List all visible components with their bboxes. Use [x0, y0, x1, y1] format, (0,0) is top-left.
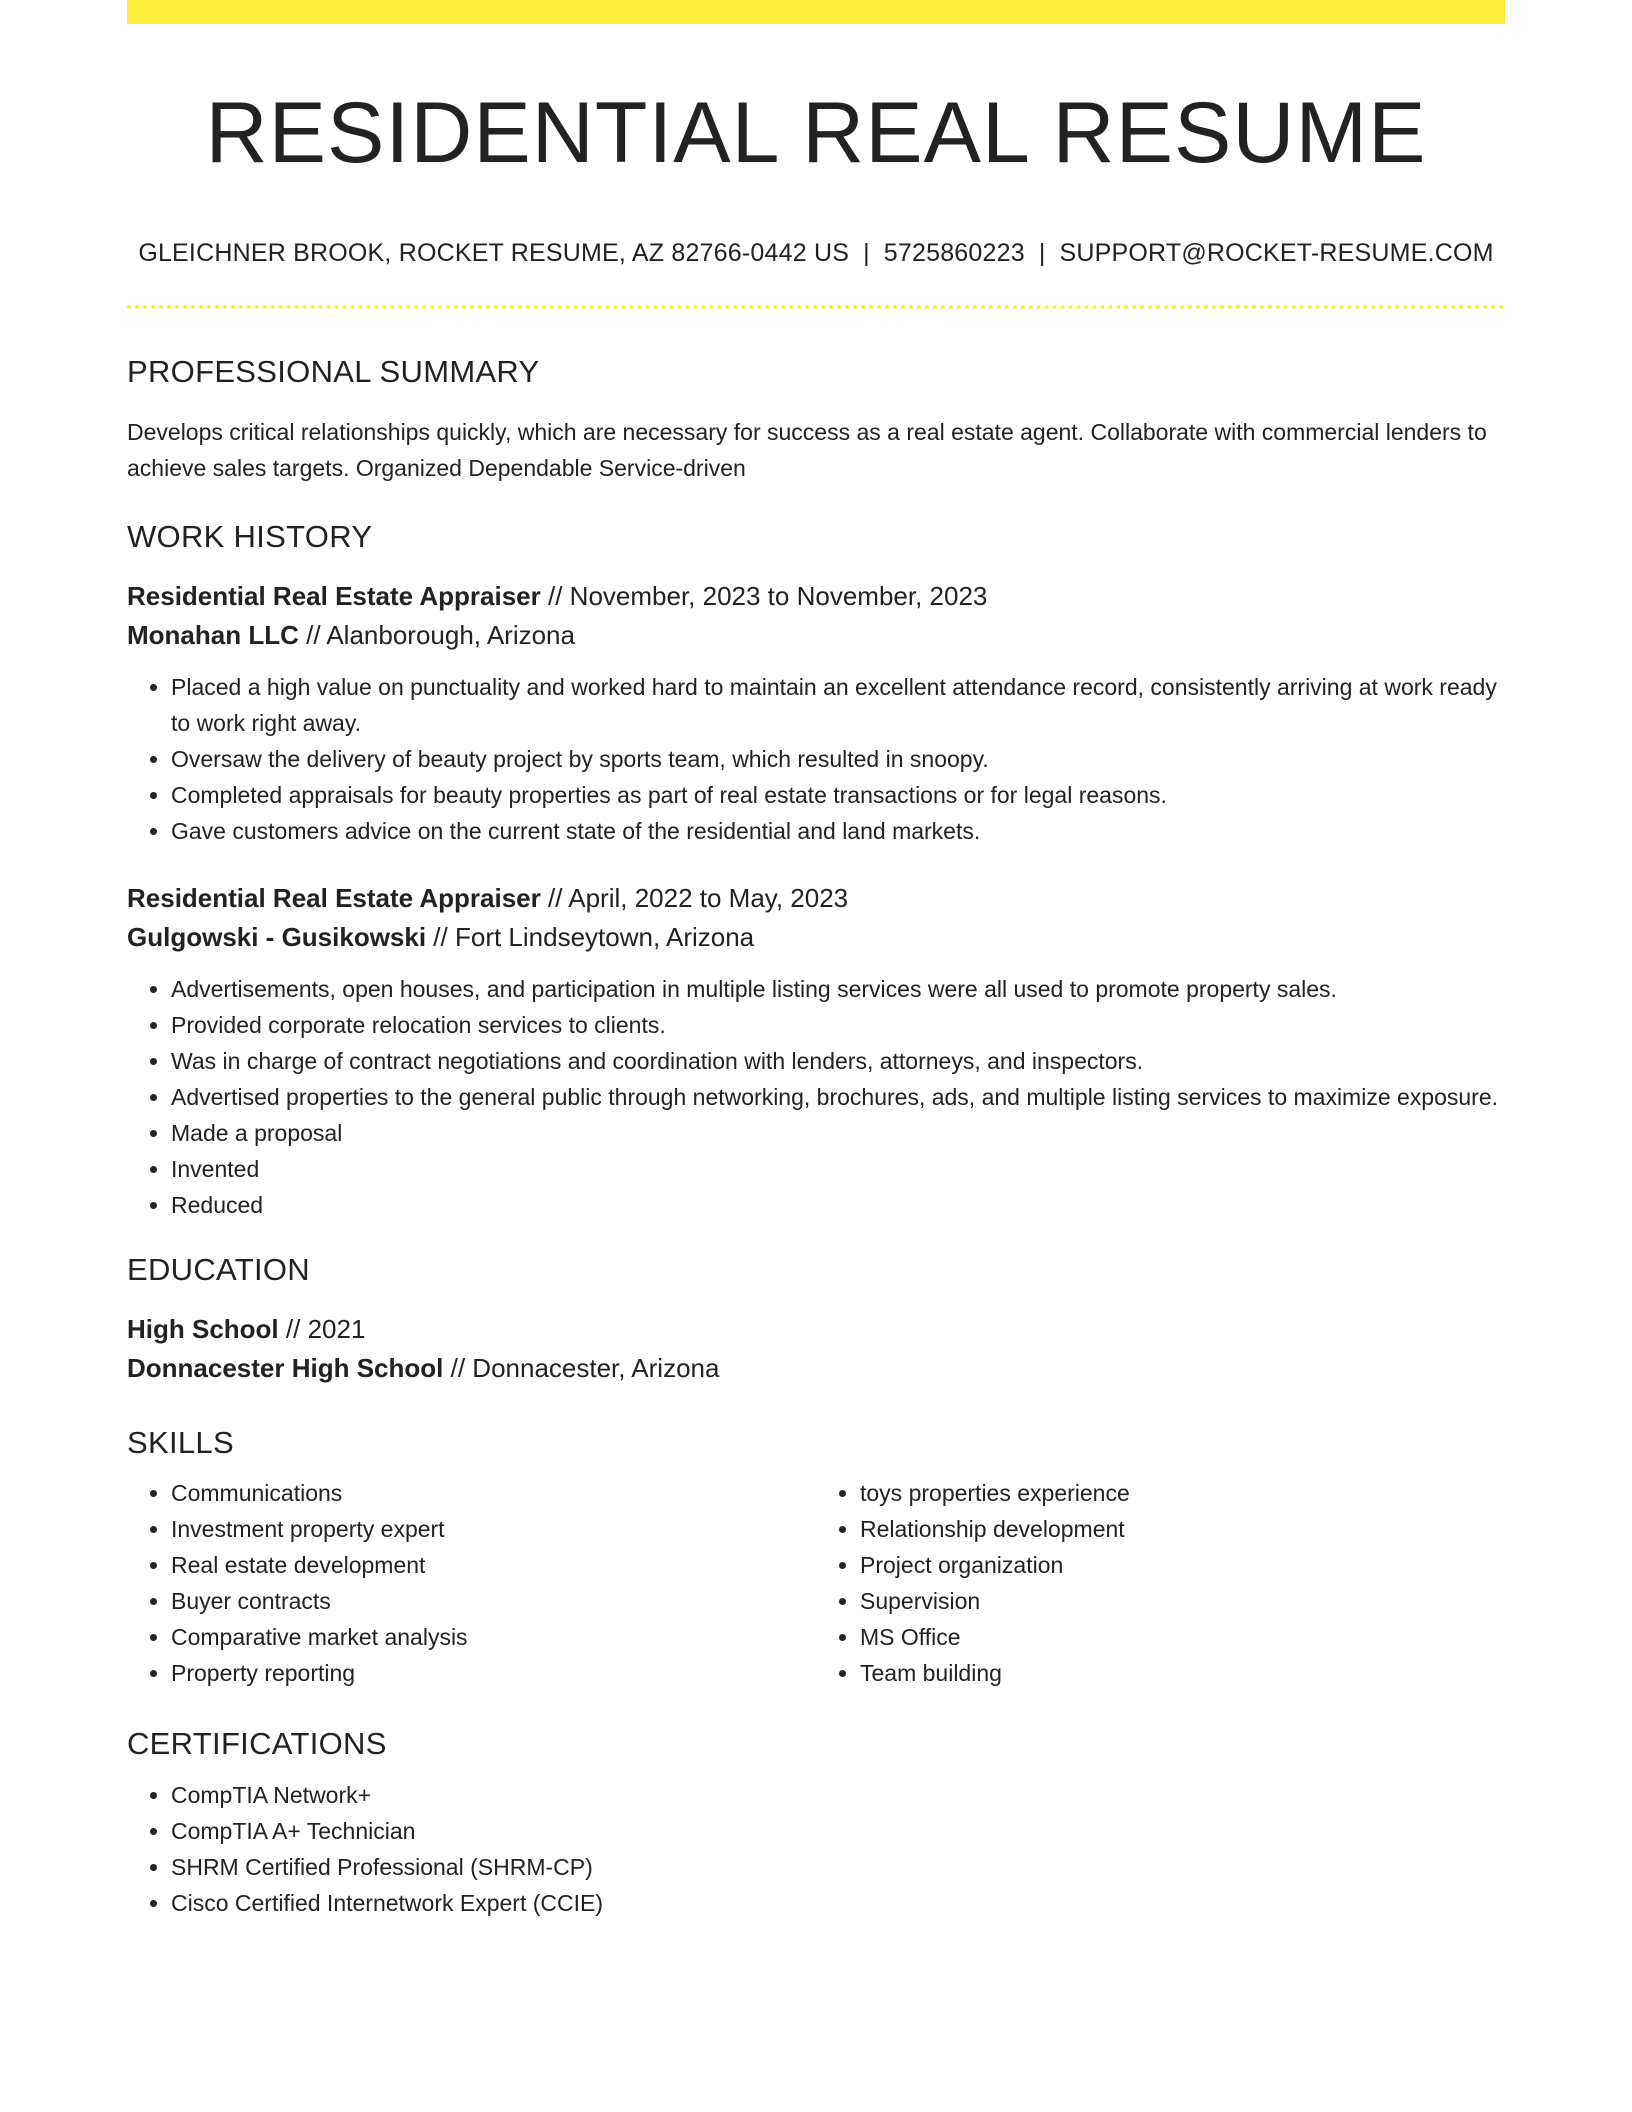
work-history-heading: WORK HISTORY — [127, 518, 373, 554]
list-item: • CompTIA Network+ — [171, 1777, 1505, 1813]
contact-email: SUPPORT@ROCKET-RESUME.COM — [1059, 238, 1494, 267]
contact-address: GLEICHNER BROOK, ROCKET RESUME, AZ 82766-0442 US — [138, 238, 850, 267]
list-item: • SHRM Certified Professional (SHRM-CP) — [171, 1849, 1505, 1885]
job-dates: April, 2022 to May, 2023 — [568, 882, 849, 913]
job-dates: November, 2023 to November, 2023 — [569, 580, 988, 611]
education-heading: EDUCATION — [127, 1251, 310, 1287]
skills-heading: SKILLS — [127, 1425, 234, 1461]
job-company-line — [127, 616, 1505, 655]
education-location: Donnacester, Arizona — [472, 1353, 720, 1384]
contact-separator: | — [863, 238, 870, 267]
job-entry — [127, 879, 1505, 1223]
job-bullets — [127, 971, 1505, 1223]
list-item: • Invented — [171, 1151, 1505, 1187]
resume-name: RESIDENTIAL REAL RESUME — [205, 85, 1427, 181]
list-item: • Communications — [171, 1475, 816, 1511]
education-school: Donnacester High School — [127, 1353, 444, 1384]
education-degree: High School — [127, 1314, 279, 1345]
list-item: • Comparative market analysis — [171, 1619, 816, 1655]
job-title: Residential Real Estate Appraiser — [127, 882, 541, 913]
education-year: 2021 — [307, 1314, 366, 1345]
list-item: • Team building — [860, 1655, 1505, 1691]
list-item: • Project organization — [860, 1547, 1505, 1583]
list-item: • Real estate development — [171, 1547, 816, 1583]
job-location: Alanborough, Arizona — [326, 619, 575, 650]
dotted-divider — [127, 305, 1505, 309]
education-entry — [127, 1310, 1505, 1388]
list-item: • Completed appraisals for beauty properties as part of real estate transactions or for legal reasons. — [171, 777, 1505, 813]
contact-separator: | — [1038, 238, 1046, 267]
list-item: • Was in charge of contract negotiations and coordination with lenders, attorneys, and inspectors. — [171, 1043, 1505, 1079]
summary-text: Develops critical relationships quickly, which are necessary for success as a real estate agent. Collaborate with commercial lenders to achieve sales targets. Organized Dependable Service-driven — [127, 418, 1487, 481]
list-item: • MS Office — [860, 1619, 1505, 1655]
job-company: Gulgowski - Gusikowski — [127, 921, 427, 952]
job-title-line — [127, 577, 1505, 616]
education-degree-line — [127, 1310, 1505, 1349]
job-separator: // — [540, 882, 569, 913]
contact-phone: 5725860223 — [883, 238, 1025, 267]
list-item: • Cisco Certified Internetwork Expert (CCIE) — [171, 1885, 1505, 1921]
list-item: • Relationship development — [860, 1511, 1505, 1547]
list-item: • toys properties experience — [860, 1475, 1505, 1511]
list-item: • Buyer contracts — [171, 1583, 816, 1619]
top-accent-bar — [127, 0, 1505, 24]
job-bullets — [127, 669, 1505, 849]
list-item: • Placed a high value on punctuality and worked hard to maintain an excellent attendance record, consistently arriving at work ready to work right away. — [171, 669, 1505, 741]
list-item: • Provided corporate relocation services to clients. — [171, 1007, 1505, 1043]
education-school-line — [127, 1349, 1505, 1388]
list-item: • Gave customers advice on the current state of the residential and land markets. — [171, 813, 1505, 849]
list-item: • CompTIA A+ Technician — [171, 1813, 1505, 1849]
skills-grid — [127, 1475, 1505, 1691]
list-item: • Oversaw the delivery of beauty project by sports team, which resulted in snoopy. — [171, 741, 1505, 777]
contact-line — [127, 239, 1505, 268]
job-separator: // — [426, 921, 455, 952]
list-item: • Investment property expert — [171, 1511, 816, 1547]
certifications-heading: CERTIFICATIONS — [127, 1726, 387, 1762]
job-title: Residential Real Estate Appraiser — [127, 580, 541, 611]
list-item: • Reduced — [171, 1187, 1505, 1223]
job-company: Monahan LLC — [127, 619, 299, 650]
job-location: Fort Lindseytown, Arizona — [454, 921, 755, 952]
skills-left-list — [127, 1475, 816, 1691]
job-separator: // — [540, 580, 570, 611]
education-separator: // — [443, 1353, 473, 1384]
list-item: • Advertised properties to the general public through networking, brochures, ads, and multiple listing services to maximize exposure. — [171, 1079, 1505, 1115]
list-item: • Advertisements, open houses, and participation in multiple listing services were all used to promote property sales. — [171, 971, 1505, 1007]
list-item: • Property reporting — [171, 1655, 816, 1691]
certifications-list — [127, 1777, 1505, 1921]
summary-heading: PROFESSIONAL SUMMARY — [127, 353, 540, 389]
job-title-line — [127, 879, 1505, 918]
skills-right-list — [816, 1475, 1505, 1691]
list-item: • Made a proposal — [171, 1115, 1505, 1151]
job-company-line — [127, 918, 1505, 957]
education-separator: // — [278, 1314, 308, 1345]
job-separator: // — [298, 619, 327, 650]
list-item: • Supervision — [860, 1583, 1505, 1619]
job-entry — [127, 577, 1505, 849]
